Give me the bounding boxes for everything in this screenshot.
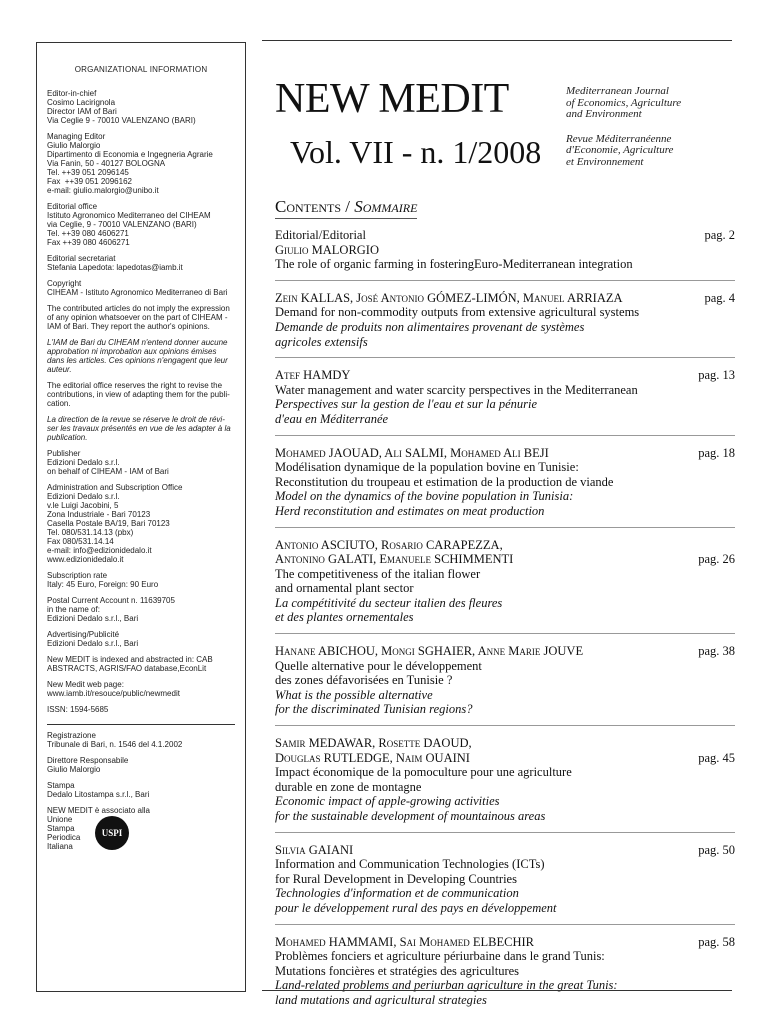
text-line: Subscription rate (47, 571, 108, 580)
text-line: Unione (47, 815, 73, 824)
entry-translated-title: What is the possible alternative (275, 687, 433, 702)
managing-editor-block (47, 132, 235, 195)
contents-entry[interactable] (275, 368, 735, 435)
uspi-logo: USPI (95, 816, 129, 850)
entry-title: Information and Communication Technologies (ICTs) (275, 857, 545, 872)
entry-translated-title: pour le développement rural des pays en développement (275, 900, 557, 915)
entry-translated-title: La compétitivité du secteur italien des fleures (275, 595, 503, 610)
revise-en: The editorial office reserves the right to revise the contributions, in view of adapting them for the publi-cation. (47, 381, 230, 408)
entry-authors: Douglas RUTLEDGE, Naim OUAINI (275, 750, 470, 765)
text-line: Periodica (47, 833, 81, 842)
text-line: Mediterranean Journal (566, 85, 669, 97)
contents-entry[interactable] (275, 538, 735, 635)
entry-title: Demand for non-commodity outputs from extensive agricultural systems (275, 305, 640, 320)
volume-number: Vol. VII - n. 1/2008 (290, 134, 542, 170)
editorial-office-block (47, 202, 235, 247)
contents-label: Contents (275, 197, 342, 216)
entry-translated-title: Technologies d'information et de communication (275, 886, 519, 901)
entry-title: Impact économique de la pomoculture pour une agriculture (275, 765, 572, 780)
director-block (47, 756, 235, 774)
entry-translated-title: Land-related problems and periurban agriculture in the great Tunis: (275, 978, 618, 993)
entry-title: Modélisation dynamique de la population bovine en Tunisie: (275, 460, 579, 475)
text-line: Fax ++39 051 2096162 (47, 177, 132, 186)
entry-translated-title: Perspectives sur la gestion de l'eau et sur la pénurie (275, 397, 537, 412)
editor-in-chief-block (47, 89, 235, 125)
entry-translated-title: land mutations and agricultural strategies (275, 992, 487, 1007)
text-line: Edizioni Dedalo s.r.l., Bari (47, 639, 139, 648)
text-line: et Environnement (566, 155, 644, 168)
text-line: v.le Luigi Jacobini, 5 (47, 501, 119, 510)
contents-entry[interactable] (275, 843, 735, 925)
text-line: Casella Postale BA/19, Bari 70123 (47, 519, 170, 528)
text-line: Postal Current Account n. 11639705 (47, 596, 175, 605)
journal-description (566, 86, 736, 168)
entry-title: for Rural Development in Developing Countries (275, 871, 517, 886)
journal-title: NEW MEDIT (275, 76, 509, 122)
text-line: Administration and Subscription Office (47, 483, 183, 492)
text-line: Tel. ++39 051 2096145 (47, 168, 129, 177)
entry-page-number: pag. 58 (698, 934, 735, 949)
entry-translated-title: et des plantes ornementales (275, 610, 414, 625)
sommaire-label: Sommaire (354, 197, 418, 216)
entry-translated-title: Demande de produits non alimentaires provenant de systèmes (275, 319, 585, 334)
text-line: Via Fanin, 50 - 40127 BOLOGNA (47, 159, 166, 168)
entry-page-number: pag. 45 (698, 750, 735, 765)
organizational-sidebar (36, 42, 246, 992)
top-rule (262, 40, 732, 41)
text-line: in the name of: (47, 605, 100, 614)
entry-authors: Atef HAMDY (275, 368, 351, 383)
text-line: Editor-in-chief (47, 89, 97, 98)
sidebar-heading: ORGANIZATIONAL INFORMATION (74, 65, 208, 74)
association-block (47, 806, 235, 851)
contents-heading (275, 197, 417, 219)
entry-translated-title: d'eau en Méditerranée (275, 411, 389, 426)
secretariat-block (47, 254, 235, 272)
text-line: Revue Méditerranéenne (566, 132, 672, 145)
entry-title: Water management and water scarcity perspectives in the Mediterranean (275, 382, 638, 397)
entry-translated-title: Economic impact of apple-growing activities (275, 794, 500, 809)
contents-entry[interactable] (275, 446, 735, 528)
text-line: Fax 080/531.14.14 (47, 537, 114, 546)
entry-title: des zones défavorisées en Tunisie ? (275, 673, 453, 688)
publisher-block (47, 449, 235, 476)
contents-entry[interactable] (275, 291, 735, 358)
text-line: Giulio Malorgio (47, 765, 101, 774)
entry-page-number: pag. 18 (698, 445, 735, 460)
entry-authors: Mohamed JAOUAD, Ali SALMI, Mohamed Ali BEJI (275, 445, 549, 460)
entry-page-number: pag. 13 (698, 368, 735, 383)
text-line: Copyright (47, 279, 82, 288)
entry-authors: Hanane ABICHOU, Mongi SGHAIER, Anne Marie JOUVE (275, 644, 584, 659)
entry-title: The role of organic farming in fosteringEuro-Mediterranean integration (275, 257, 633, 272)
entry-title: Quelle alternative pour le développement (275, 658, 482, 673)
entry-authors: Antonio ASCIUTO, Rosario CARAPEZZA, (275, 537, 503, 552)
entry-title: and ornamental plant sector (275, 581, 414, 596)
bottom-rule (262, 990, 732, 991)
text-line: Managing Editor (47, 132, 106, 141)
text-line: Stefania Lapedota: lapedotas@iamb.it (47, 263, 183, 272)
text-line: Dedalo Litostampa s.r.l., Bari (47, 790, 150, 799)
text-line: Zona Industriale - Bari 70123 (47, 510, 151, 519)
description-fr (566, 134, 736, 169)
text-line: www.iamb.it/resouce/public/newmedit (47, 689, 180, 698)
postal-block (47, 596, 235, 623)
text-line: and Environment (566, 108, 642, 120)
admin-block (47, 483, 235, 564)
association-lines (47, 806, 235, 851)
text-line: Istituto Agronomico Mediterraneo del CIHEAM (47, 211, 211, 220)
text-line: Edizioni Dedalo s.r.l. (47, 492, 120, 501)
contents-list (275, 228, 735, 1026)
text-line: Stampa (47, 824, 75, 833)
text-line: Advertising/Publicité (47, 630, 120, 639)
entry-title: durable en zone de montagne (275, 779, 422, 794)
entry-page-number: pag. 2 (704, 228, 735, 242)
entry-page-number: pag. 4 (704, 290, 735, 305)
text-line: Stampa (47, 781, 75, 790)
contents-separator: / (341, 197, 355, 216)
indexed-note: New MEDIT is indexed and abstracted in: CAB ABSTRACTS, AGRIS/FAO database,EconLit (47, 655, 213, 673)
webpage-block (47, 680, 235, 698)
contents-entry[interactable] (275, 935, 735, 1016)
entry-title: Editorial/Editorial (275, 228, 366, 242)
revise-fr: La direction de la revue se réserve le droit de révi-ser les travaux présentés en vue de les adapter à la publication. (47, 415, 231, 442)
entry-translated-title: agricoles extensifs (275, 334, 368, 349)
entry-authors: Silvia GAIANI (275, 842, 354, 857)
entry-translated-title: Herd reconstitution and estimates on meat production (275, 503, 545, 518)
entry-page-number: pag. 50 (698, 842, 735, 857)
entry-title: The competitiveness of the italian flower (275, 566, 481, 581)
contents-entry[interactable] (275, 644, 735, 726)
disclaimer-fr: L'IAM de Bari du CIHEAM n'entend donner aucune approbation ni improbation aux opinions émises dans les articles. Ces opinions n'engagent que leur auteur. (47, 338, 228, 374)
text-line: Direttore Responsabile (47, 756, 129, 765)
text-line: Dipartimento di Economia e Ingegneria Agrarie (47, 150, 213, 159)
entry-authors: Antonino GALATI, Emanuele SCHIMMENTI (275, 552, 514, 567)
description-en (566, 86, 736, 121)
entry-authors: Samir MEDAWAR, Rosette DAOUD, (275, 736, 472, 751)
disclaimer-en: The contributed articles do not imply the expression of any opinion whatsoever on the part of CIHEAM - IAM of Bari. They report the author's opinions. (47, 304, 230, 331)
text-line: Italiana (47, 842, 73, 851)
text-line: e-mail: giulio.malorgio@unibo.it (47, 186, 159, 195)
text-line: d'Economie, Agriculture (566, 144, 674, 156)
text-line: e-mail: info@edizionidedalo.it (47, 546, 152, 555)
advertising-block (47, 630, 235, 648)
entry-page-number: pag. 38 (698, 644, 735, 659)
registration-block (47, 731, 235, 749)
text-line: Italy: 45 Euro, Foreign: 90 Euro (47, 580, 159, 589)
text-line: www.edizionidedalo.it (47, 555, 124, 564)
entry-title: Reconstitution du troupeau et estimation de la production de viande (275, 474, 614, 489)
text-line: Editorial secretariat (47, 254, 116, 263)
entry-title: Problèmes fonciers et agriculture périurbaine dans le grand Tunis: (275, 949, 605, 964)
contents-entry[interactable] (275, 228, 735, 281)
text-line: Editorial office (47, 202, 98, 211)
text-line: Publisher (47, 449, 81, 458)
entry-translated-title: for the sustainable development of mountainous areas (275, 809, 546, 823)
sidebar-divider (47, 724, 235, 725)
entry-translated-title: Model on the dynamics of the bovine population in Tunisia: (275, 489, 574, 504)
text-line: Fax ++39 080 4606271 (47, 238, 130, 247)
text-line: on behalf of CIHEAM - IAM of Bari (47, 467, 169, 476)
text-line: Cosimo Lacirignola (47, 98, 116, 107)
entry-authors: Giulio MALORGIO (275, 242, 380, 257)
text-line: Tel. 080/531.14.13 (pbx) (47, 528, 134, 537)
text-line: Tribunale di Bari, n. 1546 del 4.1.2002 (47, 740, 183, 749)
text-line: Via Ceglie 9 - 70010 VALENZANO (BARI) (47, 116, 196, 125)
text-line: NEW MEDIT è associato alla (47, 806, 150, 815)
subscription-block (47, 571, 235, 589)
text-line: Giulio Malorgio (47, 141, 101, 150)
entry-page-number: pag. 26 (698, 552, 735, 567)
text-line: Tel. ++39 080 4606271 (47, 229, 129, 238)
issn: ISSN: 1594-5685 (47, 705, 109, 714)
entry-authors: Zein KALLAS, José Antonio GÓMEZ-LIMÓN, Manuel ARRIAZA (275, 290, 623, 305)
entry-translated-title: for the discriminated Tunisian regions? (275, 702, 473, 717)
text-line: via Ceglie, 9 - 70010 VALENZANO (BARI) (47, 220, 197, 229)
text-line: Registrazione (47, 731, 96, 740)
entry-authors: Mohamed HAMMAMI, Sai Mohamed ELBECHIR (275, 934, 534, 949)
copyright-block (47, 279, 235, 297)
contents-entry[interactable] (275, 736, 735, 833)
text-line: New Medit web page: (47, 680, 124, 689)
printing-block (47, 781, 235, 799)
text-line: of Economics, Agriculture (566, 96, 682, 109)
entry-title: Mutations foncières et stratégies des agricultures (275, 963, 520, 978)
text-line: Director IAM of Bari (47, 107, 117, 116)
text-line: Edizioni Dedalo s.r.l., Bari (47, 614, 139, 623)
text-line: CIHEAM - Istituto Agronomico Mediterraneo di Bari (47, 288, 228, 297)
text-line: Edizioni Dedalo s.r.l. (47, 458, 120, 467)
